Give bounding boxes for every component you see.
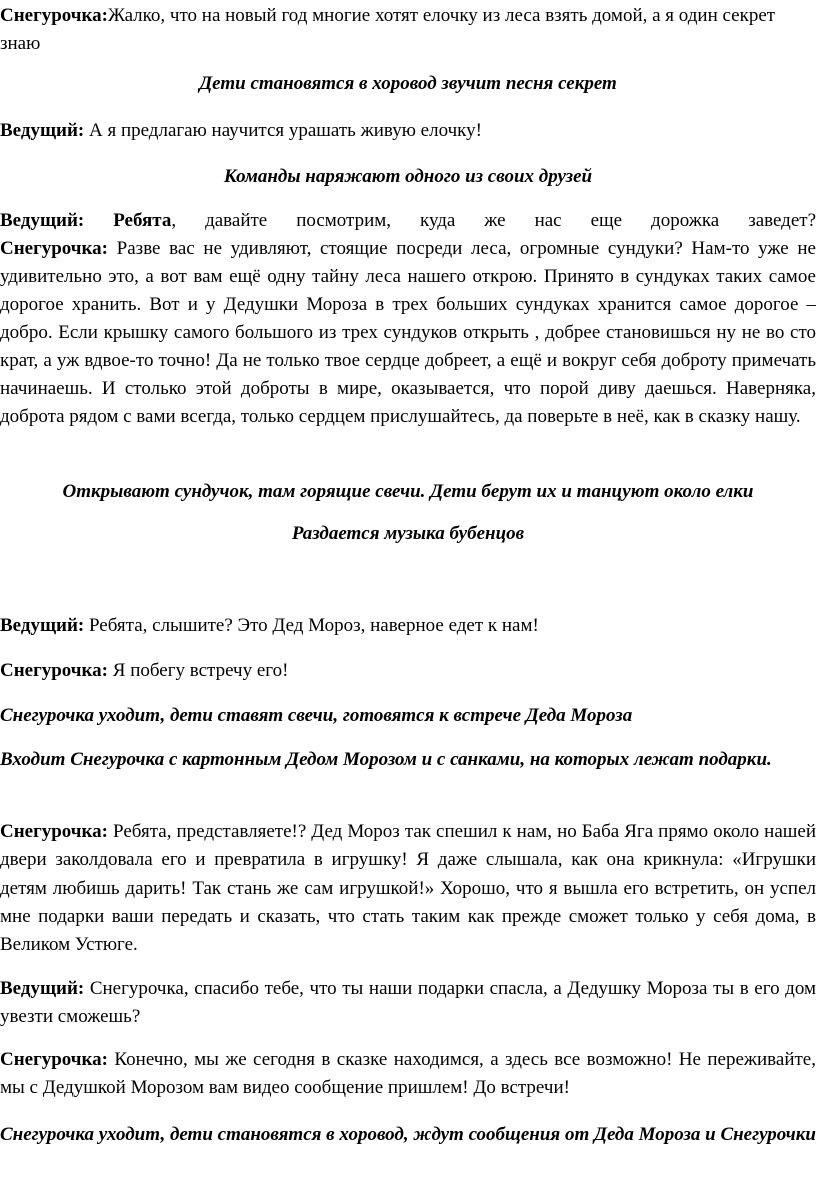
speech-text: Я побегу встречу его! <box>108 660 289 681</box>
speaker-label: Снегурочка: <box>0 660 109 681</box>
speech-text: Ребята, представляете!? Дед Мороз так спешил к нам, но Баба Яга прямо около нашей двери заколдовала его и превратила в игрушку! Я даже слышала, как она крикнула: «Игрушки детям любишь дарить! Так стань же сам игрушкой!» Хорошо, что я вышла его встретить, он успел мне подарки ваши передать и сказать, что стать таким как прежде сможет только у себя дома, в Великом Устюге. <box>0 821 816 956</box>
speaker-label: Снегурочка: <box>0 5 109 26</box>
stage-direction-1: Дети становятся в хоровод звучит песня секрет <box>199 73 617 94</box>
speech-text: Жалко, что на новый год многие хотят елочку из леса взять домой, а я один секрет знаю <box>0 5 776 54</box>
speaker-label: Ведущий: <box>0 615 85 636</box>
speech-text: Конечно, мы же сегодня в сказке находимся, а здесь все возможно! Не переживайте, мы с Дедушкой Морозом вам видео сообщение пришлем! До встречи! <box>0 1049 816 1098</box>
stage-direction-2: Команды наряжают одного из своих друзей <box>223 166 593 187</box>
stage-direction-6: Входит Снегурочка с картонным Дедом Морозом и с санками, на которых лежат подарки. <box>0 749 772 770</box>
speech-text: Снегурочка, спасибо тебе, что ты наши подарки спасла, а Дедушку Мороза ты в его дом увезти сможешь? <box>0 978 816 1027</box>
speaker-label: Ведущий: <box>0 120 85 141</box>
stage-direction-3: Открывают сундучок, там горящие свечи. Дети берут их и танцуют около елки <box>62 481 754 502</box>
paragraph-snegurochka-3 <box>0 657 816 685</box>
paragraph-vedushchiy-4 <box>0 975 816 1030</box>
paragraph-dialogue-block <box>0 207 816 431</box>
speech-text: А я предлагаю научится урашать живую елочку! <box>84 120 482 141</box>
paragraph-snegurochka-2 <box>0 235 816 432</box>
stage-direction-7: Снегурочка уходит, дети становятся в хоровод, ждут сообщения от Деда Мороза и Снегурочки <box>0 1124 816 1145</box>
speaker-label: Ведущий: <box>0 978 85 999</box>
paragraph-snegurochka-4 <box>0 818 816 959</box>
speech-text: Разве вас не удивляют, стоящие посреди леса, огромные сундуки? Нам-то уже не удивительно это, а вот вам ещё одну тайну леса нашего открою. Принято в сундуках таких самое дорогое хранить. Вот и у Дедушки Мороза в трех больших сундуках хранится самое дорогое – добро. Если крышку самого большого из трех сундуков открыть , добрее становишься ну не во сто крат, а уж вдвое-то точно! Да не только твое сердце добреет, а ещё и вокруг себя доброту примечать начинаешь. И столько этой доброты в мире, оказывается, что порой диву даешься. Наверняка, доброта рядом с вами всегда, только сердцем прислушайтесь, да поверьте в неё, как в сказку нашу. <box>0 237 816 428</box>
paragraph-vedushchiy-2 <box>0 207 816 235</box>
paragraph-snegurochka-5 <box>0 1046 816 1101</box>
paragraph-snegurochka-1 <box>0 2 816 57</box>
paragraph-vedushchiy-1 <box>0 117 816 145</box>
paragraph-vedushchiy-3 <box>0 612 816 640</box>
speaker-label: Снегурочка: <box>0 237 109 259</box>
speaker-label: Ведущий: Ребята <box>0 210 172 231</box>
stage-direction-5: Снегурочка уходит, дети ставят свечи, готовятся к встрече Деда Мороза <box>0 705 633 726</box>
speaker-label: Снегурочка: <box>0 821 109 842</box>
speech-text: Ребята, слышите? Это Дед Мороз, наверное едет к нам! <box>84 615 539 636</box>
speech-text: , давайте посмотрим, куда же нас еще дорожка заведет? <box>171 210 816 231</box>
speaker-label: Снегурочка: <box>0 1049 109 1070</box>
stage-direction-4: Раздается музыка бубенцов <box>291 523 525 544</box>
